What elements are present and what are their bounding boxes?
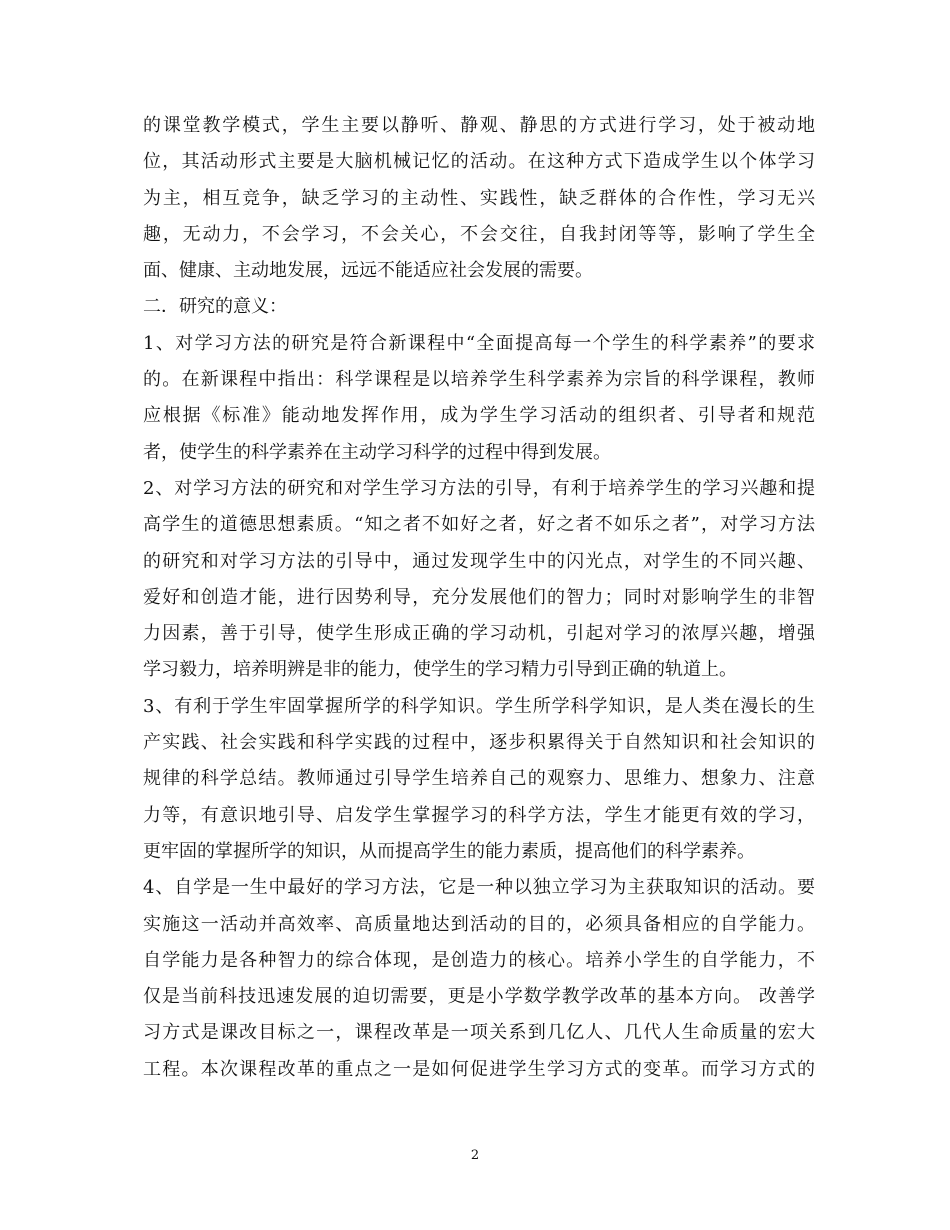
text-line: 高学生的道德思想素质。“知之者不如好之者，好之者不如乐之者”，对学习方法 — [143, 514, 815, 536]
text-line: 更牢固的掌握所学的知识，从而提高学生的能力素质，提高他们的科学素养。 — [143, 840, 755, 862]
text-line: 1、对学习方法的研究是符合新课程中“全面提高每一个学生的科学素养”的要求 — [143, 332, 815, 354]
text-line: 实施这一活动并高效率、高质量地达到活动的目的，必须具备相应的自学能力。 — [143, 913, 815, 935]
text-line: 爱好和创造才能，进行因势利导，充分发展他们的智力；同时对影响学生的非智 — [143, 586, 815, 608]
text-line: 力因素，善于引导，使学生形成正确的学习动机，引起对学习的浓厚兴趣，增强 — [143, 623, 815, 645]
text-line: 产实践、社会实践和科学实践的过程中，逐步积累得关于自然知识和社会知识的 — [143, 732, 815, 754]
text-line: 学习毅力，培养明辨是非的能力，使学生的学习精力引导到正确的轨道上。 — [143, 659, 737, 681]
text-line: 应根据《标准》能动地发挥作用，成为学生学习活动的组织者、引导者和规范 — [143, 405, 815, 427]
text-line: 位，其活动形式主要是大脑机械记忆的活动。在这种方式下造成学生以个体学习 — [143, 151, 815, 173]
text-line: 习方式是课改目标之一，课程改革是一项关系到几亿人、几代人生命质量的宏大 — [143, 1022, 815, 1044]
text-line: 的研究和对学习方法的引导中，通过发现学生中的闪光点，对学生的不同兴趣、 — [143, 550, 815, 572]
text-line: 者，使学生的科学素养在主动学习科学的过程中得到发展。 — [143, 441, 611, 463]
text-line: 二．研究的意义： — [143, 296, 287, 318]
text-line: 面、健康、主动地发展，远远不能适应社会发展的需要。 — [143, 260, 593, 282]
text-line: 趣，无动力，不会学习，不会关心，不会交往，自我封闭等等，影响了学生全 — [143, 223, 815, 245]
text-line: 为主，相互竞争，缺乏学习的主动性、实践性，缺乏群体的合作性，学习无兴 — [143, 187, 815, 209]
text-line: 的。在新课程中指出：科学课程是以培养学生科学素养为宗旨的科学课程，教师 — [143, 369, 815, 391]
text-line: 规律的科学总结。教师通过引导学生培养自己的观察力、思维力、想象力、注意 — [143, 768, 815, 790]
text-line: 3、有利于学生牢固掌握所学的科学知识。学生所学科学知识，是人类在漫长的生 — [143, 695, 815, 717]
text-line: 工程。本次课程改革的重点之一是如何促进学生学习方式的变革。而学习方式的 — [143, 1058, 815, 1080]
text-line: 自学能力是各种智力的综合体现，是创造力的核心。培养小学生的自学能力，不 — [143, 949, 815, 971]
page-number: 2 — [470, 1148, 480, 1163]
text-line: 4、自学是一生中最好的学习方法，它是一种以独立学习为主获取知识的活动。要 — [143, 877, 815, 899]
text-line: 仅是当前科技迅速发展的迫切需要，更是小学数学教学改革的基本方向。 改善学 — [143, 986, 815, 1008]
text-line: 2、对学习方法的研究和对学生学习方法的引导，有利于培养学生的学习兴趣和提 — [143, 477, 815, 499]
text-line: 的课堂教学模式，学生主要以静听、静观、静思的方式进行学习，处于被动地 — [143, 115, 815, 136]
text-line: 力等，有意识地引导、启发学生掌握学习的科学方法，学生才能更有效的学习， — [143, 804, 815, 826]
document-body — [143, 108, 815, 1088]
